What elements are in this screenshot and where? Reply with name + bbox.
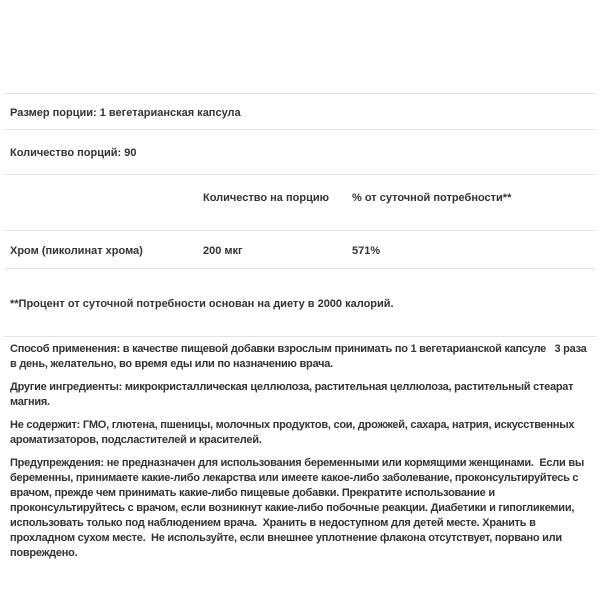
- footnote-row: [0, 269, 600, 336]
- info-section: [0, 337, 600, 561]
- directions-paragraph: Способ применения: в качестве пищевой добавки взрослым принимать по 1 вегетарианской капсуле 3 раза в день, желательно, во время еды или по назначению врача.: [10, 343, 590, 370]
- nutrient-amount: 200 мкг: [203, 245, 243, 257]
- does-not-contain-paragraph: Не содержит: ГМО, глютена, пшеницы, молочных продуктов, сои, дрожжей, сахара, натрия, искусственных ароматизаторов, подсластителей и красителей.: [10, 419, 578, 446]
- nutrient-row: [0, 231, 600, 268]
- daily-value-footnote: **Процент от суточной потребности основан на диету в 2000 калорий.: [10, 298, 394, 310]
- nutrient-daily-value: 571%: [352, 245, 381, 257]
- facts-header-row: [0, 175, 600, 230]
- warnings-paragraph: Предупреждения: не предназначен для использования беременными или кормящими женщинами. Если вы беременны, принимаете какие-либо лекарства или имеете какое-либо заболевание, проконсультируйтесь с врачом, прежде чем принимать какие-либо пищевые добавки. Прекратите использование и проконсультируйтесь с врачом, если возникнут какие-либо побочные реакции. Диабетики и гипогликемии, использовать только под наблюдением врача. Хранить в недоступном для детей месте. Хранить в прохладном сухом месте. Не используйте, если внешнее уплотнение флакона отсутствует, порвано или повреждено.: [10, 457, 587, 559]
- other-ingredients-paragraph: Другие ингредиенты: микрокристаллическая целлюлоза, растительная целлюлоза, растительный стеарат магния.: [10, 381, 577, 408]
- serving-size-row: [0, 94, 600, 129]
- amount-per-serving-header: Количество на порцию: [203, 192, 329, 204]
- serving-size-text: Размер порции: 1 вегетарианская капсула: [10, 107, 241, 119]
- servings-count-text: Количество порций: 90: [10, 147, 137, 159]
- daily-value-header: % от суточной потребности**: [352, 192, 512, 204]
- nutrient-name: Хром (пиколинат хрома): [10, 245, 143, 257]
- servings-count-row: [0, 130, 600, 174]
